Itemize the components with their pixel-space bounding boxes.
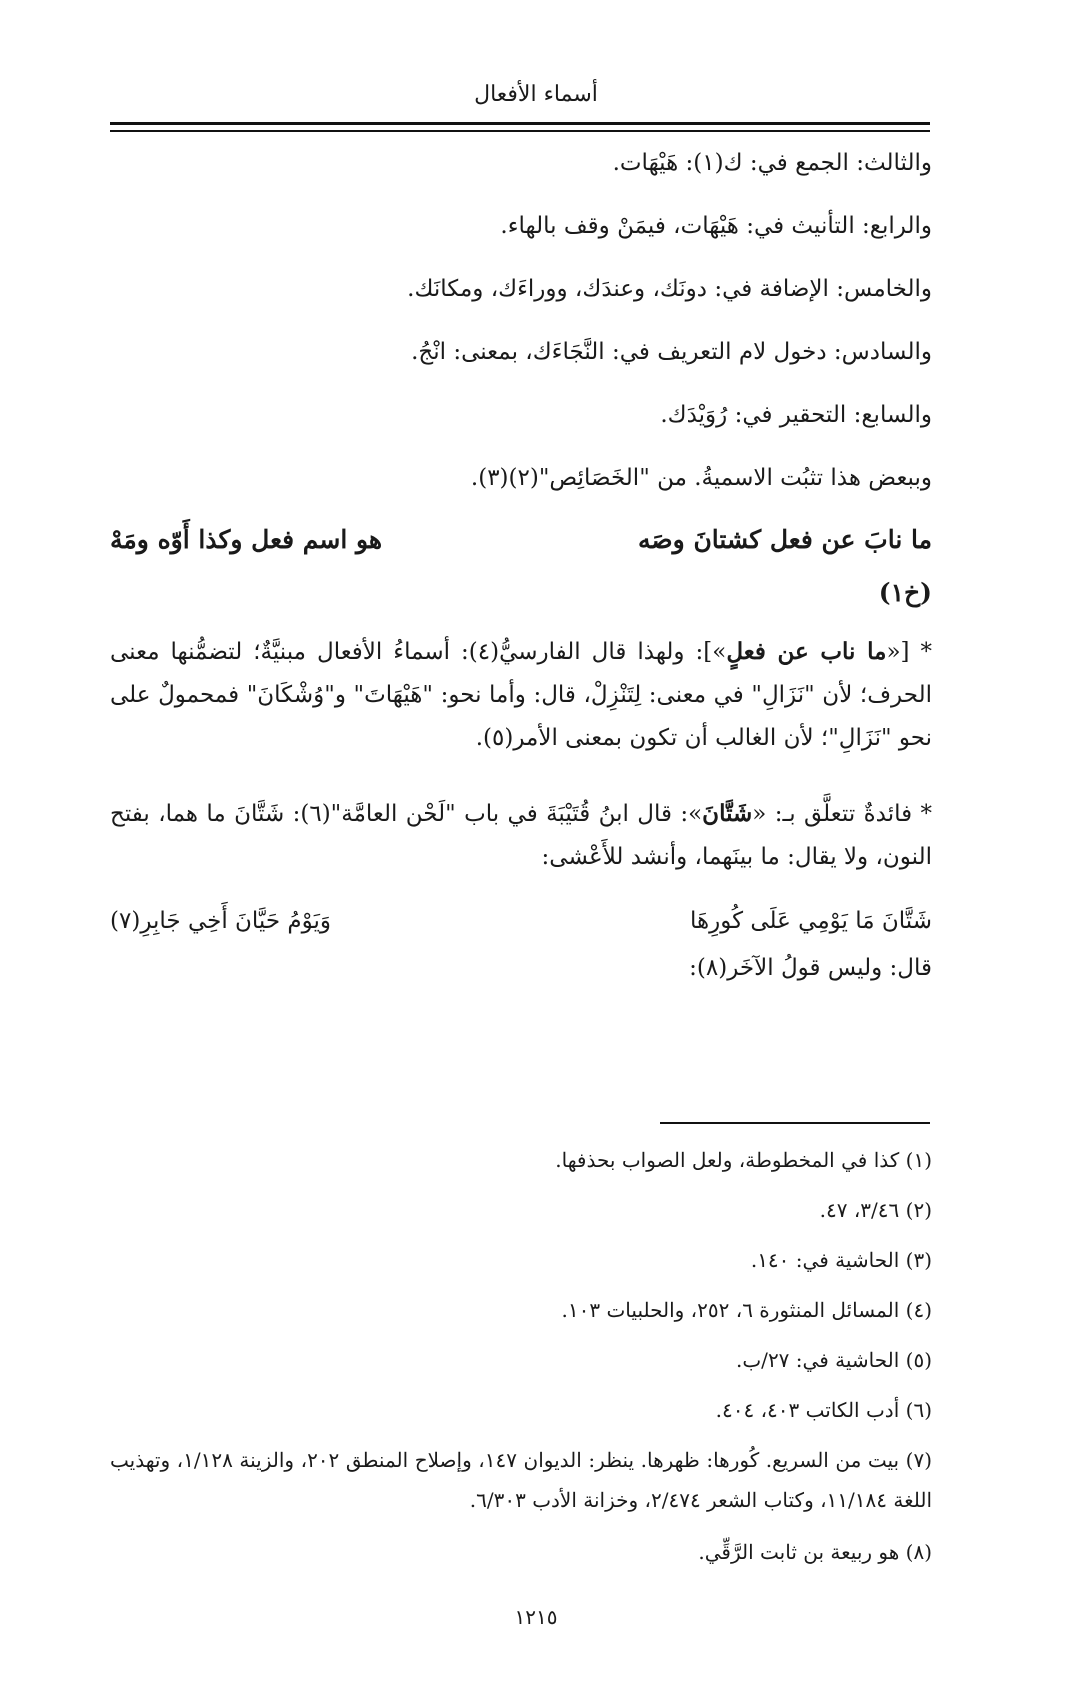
text-line: والسادس: دخول لام التعريف في: النَّجَاءَك، بمعنى: انْجُ. bbox=[411, 339, 932, 365]
footnote: (٨) هو ربيعة بن ثابت الرَّقِّي. bbox=[698, 1540, 932, 1564]
para-bold-term: شَتَّانَ bbox=[702, 800, 753, 827]
paragraph-ma-naba bbox=[110, 630, 932, 760]
poem-hemistich-first: شَتَّانَ مَا يَوْمِي عَلَى كُورِهَا bbox=[689, 908, 932, 934]
header-rule-thin bbox=[110, 130, 930, 132]
poem-line bbox=[110, 908, 932, 934]
verse-reference: (خ١) bbox=[878, 578, 932, 607]
footnote: (٢) ٣/٤٦، ٤٧. bbox=[819, 1198, 932, 1222]
poem-hemistich-second: وَيَوْمُ حَيَّانَ أَخِي جَابِرِ(٧) bbox=[110, 908, 332, 934]
footnote: (٣) الحاشية في: ١٤٠. bbox=[750, 1248, 932, 1272]
text-line: والسابع: التحقير في: رُوَيْدَك. bbox=[660, 402, 932, 428]
footnote: (٥) الحاشية في: ٢٧/ب. bbox=[736, 1348, 932, 1372]
running-header: أسماء الأفعال bbox=[474, 82, 598, 107]
text-line: وببعض هذا تثبُت الاسميةُ. من "الخَصَائِص"(٢)(٣). bbox=[470, 465, 932, 491]
para-lead: * فائدةٌ تتعلَّق بـ: « bbox=[752, 801, 933, 827]
footnote: (١) كذا في المخطوطة، ولعل الصواب بحذفها. bbox=[555, 1148, 932, 1172]
footnote: (٦) أدب الكاتب ٤٠٣، ٤٠٤. bbox=[715, 1398, 932, 1422]
verse-heading bbox=[110, 525, 932, 554]
page-number: ١٢١٥ bbox=[514, 1605, 558, 1629]
para-text: »: قال ابنُ قُتَيْبَةَ في باب "لَحْن العامَّة"(٦): شَتَّانَ ما هما، بفتح النون، ولا يقال: ما بينَهما، وأنشد للأَعْشى: bbox=[110, 801, 932, 870]
para-lead: * [« bbox=[886, 639, 932, 665]
text-line: والثالث: الجمع في: ك(١): هَيْهَات. bbox=[612, 150, 932, 176]
footnote: (٧) بيت من السريع. كُورها: ظهرها. ينظر: الديوان ١٤٧، وإصلاح المنطق ٢٠٢، والزينة ١/١٢٨، وتهذيب اللغة ١١/١٨٤، وكتاب الشعر ٢/٤٧٤، وخزانة الأدب ٦/٣٠٣. bbox=[110, 1448, 933, 1512]
footnote: (٤) المسائل المنثورة ٦، ٢٥٢، والحلبيات ١٠٣. bbox=[561, 1298, 932, 1322]
text-line: والخامس: الإضافة في: دونَك، وعندَك، ووراءَك، ومكانَك. bbox=[407, 276, 932, 302]
paragraph-shattana bbox=[110, 792, 932, 879]
header-rule-thick bbox=[110, 122, 930, 125]
text-line: والرابع: التأنيث في: هَيْهَات، فيمَنْ وقف بالهاء. bbox=[500, 213, 932, 239]
verse-hemistich-second: هو اسم فعل وكذا أَوّه ومَهْ bbox=[110, 525, 383, 554]
para-bold-term: ما ناب عن فعلٍ bbox=[726, 638, 887, 665]
text-line: قال: وليس قولُ الآخَر(٨): bbox=[689, 955, 932, 981]
verse-hemistich-first: ما نابَ عن فعل كشتانَ وصَه bbox=[638, 525, 932, 554]
para-text: »]: ولهذا قال الفارسيُّ(٤): أسماءُ الأفعال مبنيَّةٌ؛ لتضمُّنها معنى الحرف؛ لأن "نَزَالِ" في معنى: لِتَنْزِلْ، قال: وأما نحو: "هَيْهَاتَ" و"وُشْكَانَ" فمحمولٌ على نحو "نَزَالِ"؛ لأن الغالب أن تكون بمعنى الأمر(٥). bbox=[110, 639, 932, 751]
footnote-separator bbox=[660, 1122, 930, 1124]
